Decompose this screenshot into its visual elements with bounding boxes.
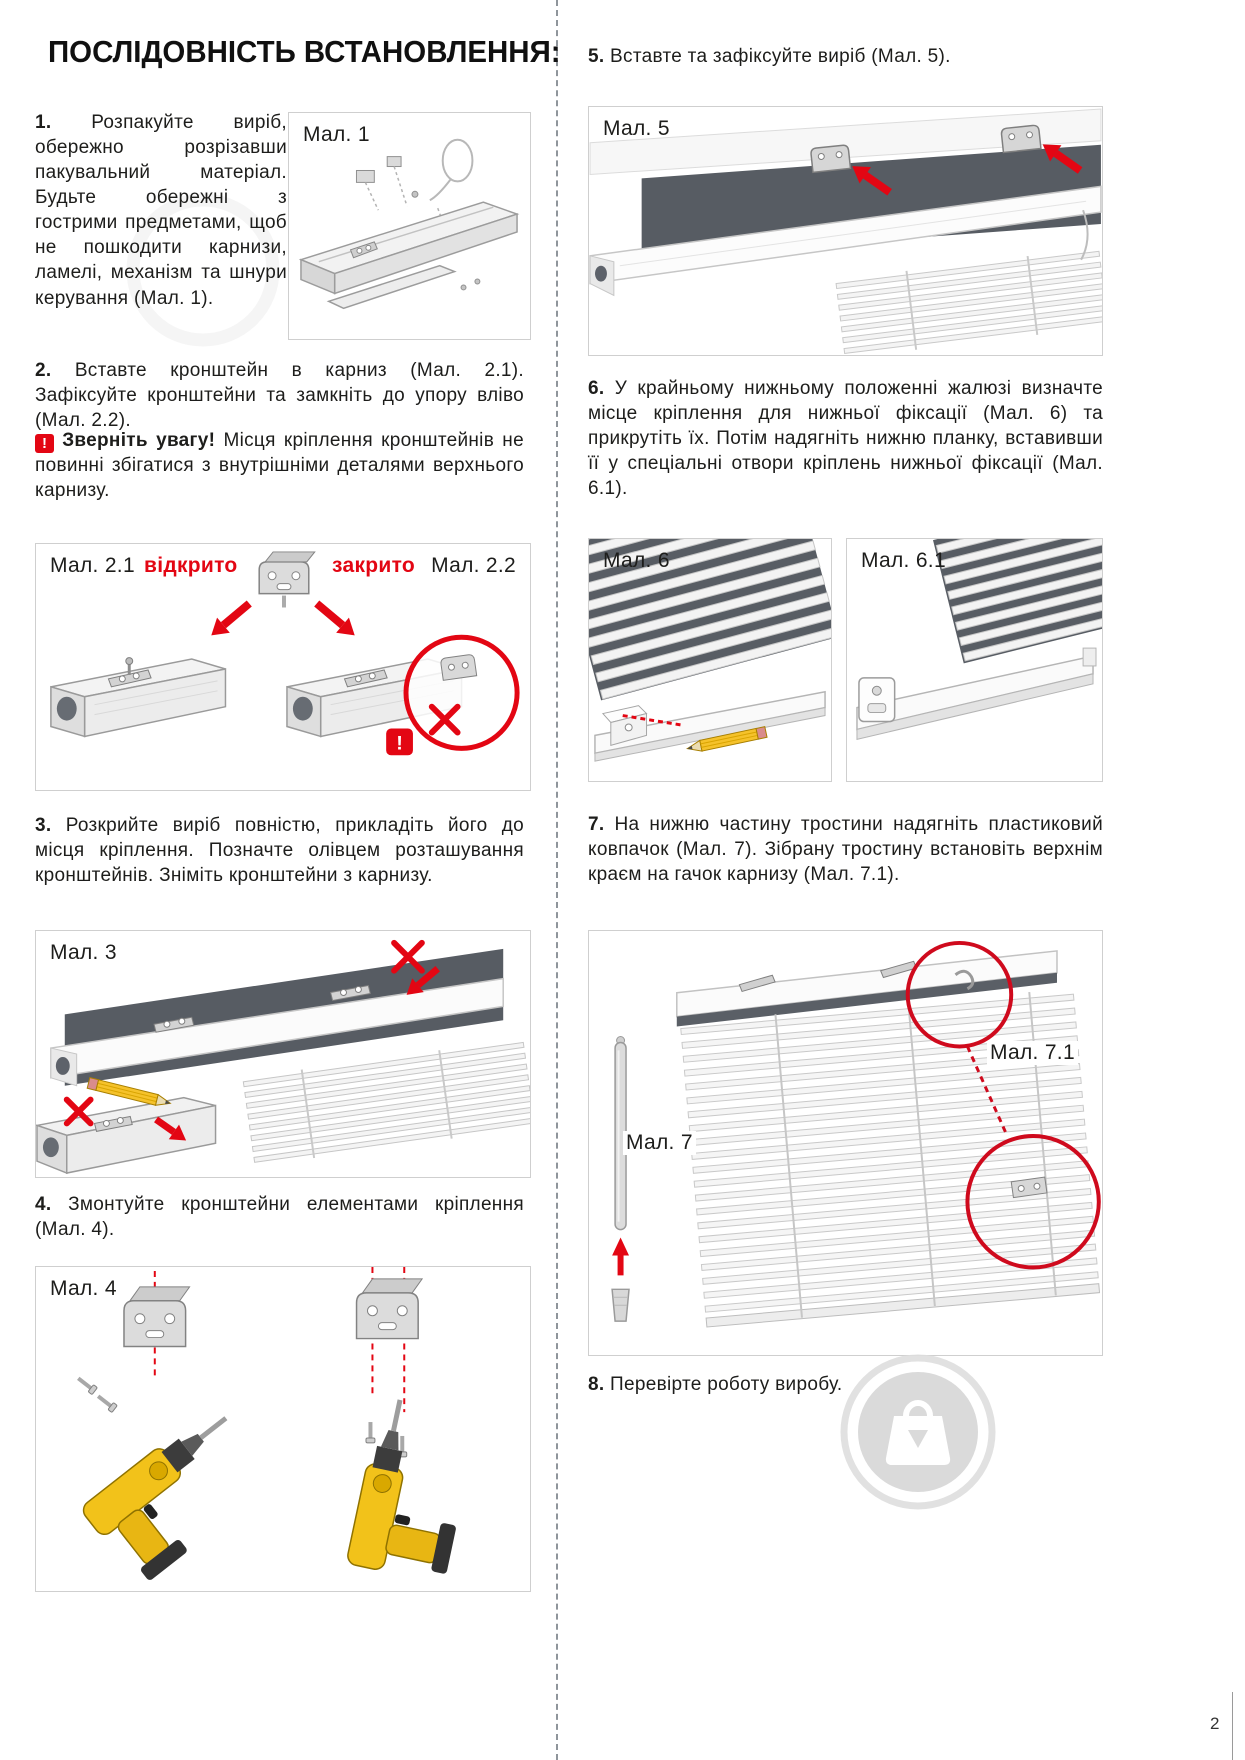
column-divider	[556, 0, 558, 1760]
figure-4-illustration	[36, 1267, 530, 1591]
slats	[836, 247, 1102, 355]
figure-5	[588, 106, 1103, 356]
figure-2-illustration	[36, 544, 530, 790]
figure-3	[35, 930, 531, 1178]
end-cap	[1083, 648, 1096, 666]
bracket-icon	[357, 1279, 423, 1339]
pencil-icon	[87, 1078, 171, 1109]
drill-icon	[346, 1396, 480, 1584]
headrail-end	[37, 1098, 216, 1173]
step-7-text: На нижню частину тростини надягніть пластиковий ковпачок (Мал. 7). Зібрану тростину встановіть верхнім краєм на гачок карнизу (Мал. 7.1).	[588, 814, 1103, 886]
step-2	[35, 358, 524, 433]
screw-icon	[95, 1393, 117, 1413]
warning-text: Місця кріплення кронштейнів не повинні збігатися з внутрішніми деталями верхнього карнизу.	[35, 430, 524, 502]
step-8-text: Перевірте роботу виробу.	[610, 1374, 843, 1395]
figure-2-2-label: Мал. 2.2	[431, 554, 516, 577]
bracket-icon	[810, 145, 850, 173]
figure-2	[35, 543, 531, 791]
figure-1-label: Мал. 1	[303, 123, 370, 146]
figure-3-illustration	[36, 931, 530, 1177]
red-arrow-icon	[310, 596, 361, 643]
bracket-icon	[259, 552, 315, 608]
slats	[680, 988, 1099, 1327]
step-1-text: Розпакуйте виріб, обережно розрізавши пакувальний матеріал. Будьте обережні з гострими предметами, щоб не пошкодити карнизи, ламелі, механізм та шнури керування (Мал. 1).	[35, 112, 287, 309]
step-3-number: 3.	[35, 815, 52, 836]
step-6-number: 6.	[588, 378, 605, 399]
figure-2-1-label: Мал. 2.1	[50, 554, 135, 577]
figure-6-1-label: Мал. 6.1	[861, 549, 946, 572]
figure-6	[588, 538, 832, 782]
bracket-icon	[124, 1287, 190, 1347]
step-8-number: 8.	[588, 1374, 605, 1395]
step-3-text: Розкрийте виріб повністю, прикладіть його до місця кріплення. Позначте олівцем розташування кронштейнів. Зніміть кронштейни з карнизу.	[35, 815, 524, 887]
step-1-number: 1.	[35, 112, 52, 133]
bracket-icon	[1001, 125, 1041, 153]
wand-cap	[612, 1289, 629, 1321]
figure-1	[288, 112, 531, 340]
page-title: ПОСЛІДОВНІСТЬ ВСТАНОВЛЕННЯ:	[48, 34, 561, 69]
figure-7-label: Мал. 7	[623, 1131, 696, 1155]
drill-icon	[80, 1403, 277, 1587]
red-arrow-icon	[205, 596, 256, 643]
step-4-number: 4.	[35, 1194, 52, 1215]
step-4	[35, 1192, 524, 1242]
step-6-text: У крайньому нижньому положенні жалюзі визначте місце кріплення для нижньої фіксації (Мал. 6) та прикрутіть їх. Потім надягніть нижню планку, вставивши її у спеціальні отвори кріплень нижньої фіксації (Мал. 6.1).	[588, 378, 1103, 500]
step-2-warning	[35, 428, 524, 503]
figure-7	[588, 930, 1103, 1356]
step-5	[588, 44, 1103, 69]
step-7-number: 7.	[588, 814, 605, 835]
cord-loop	[430, 140, 473, 200]
figure-6-1	[846, 538, 1103, 782]
figure-5-label: Мал. 5	[603, 117, 670, 140]
red-arrow-icon	[612, 1238, 629, 1276]
step-5-number: 5.	[588, 46, 605, 67]
fixation-bracket	[859, 678, 895, 722]
slats	[933, 539, 1102, 663]
slats	[243, 1039, 530, 1167]
screw-icon	[366, 1422, 375, 1443]
warning-badge-mark: !	[396, 732, 403, 755]
warning-badge	[386, 729, 413, 756]
highlight-circle	[406, 637, 517, 748]
step-4-text: Змонтуйте кронштейни елементами кріплення (Мал. 4).	[35, 1194, 524, 1241]
step-7	[588, 812, 1103, 887]
step-8	[588, 1372, 1103, 1397]
step-5-text: Вставте та зафіксуйте виріб (Мал. 5).	[610, 46, 951, 67]
warning-icon: !	[35, 434, 54, 453]
warning-title: Зверніть увагу!	[62, 430, 216, 451]
screw-icon	[76, 1375, 98, 1395]
figure-5-illustration	[589, 107, 1102, 355]
figure-3-label: Мал. 3	[50, 941, 117, 964]
footer-rule	[1232, 1692, 1233, 1760]
figure-2-closed-label: закрито	[332, 554, 416, 577]
figure-7-1-label: Мал. 7.1	[987, 1041, 1078, 1065]
headrail-open	[51, 658, 226, 737]
figure-6-illustration	[589, 539, 831, 781]
step-3	[35, 813, 524, 888]
figure-6-label: Мал. 6	[603, 549, 670, 572]
figure-2-open-label: відкрито	[144, 554, 238, 577]
page-number: 2	[1210, 1714, 1220, 1733]
figure-4	[35, 1266, 531, 1592]
figure-4-label: Мал. 4	[50, 1277, 117, 1300]
figure-6-1-illustration	[847, 539, 1102, 781]
step-2-number: 2.	[35, 360, 52, 381]
step-2-text: Вставте кронштейн в карниз (Мал. 2.1). Зафіксуйте кронштейни та замкніть до упору вліво (Мал. 2.2).	[35, 360, 524, 432]
step-1	[35, 110, 287, 311]
step-6	[588, 376, 1103, 501]
